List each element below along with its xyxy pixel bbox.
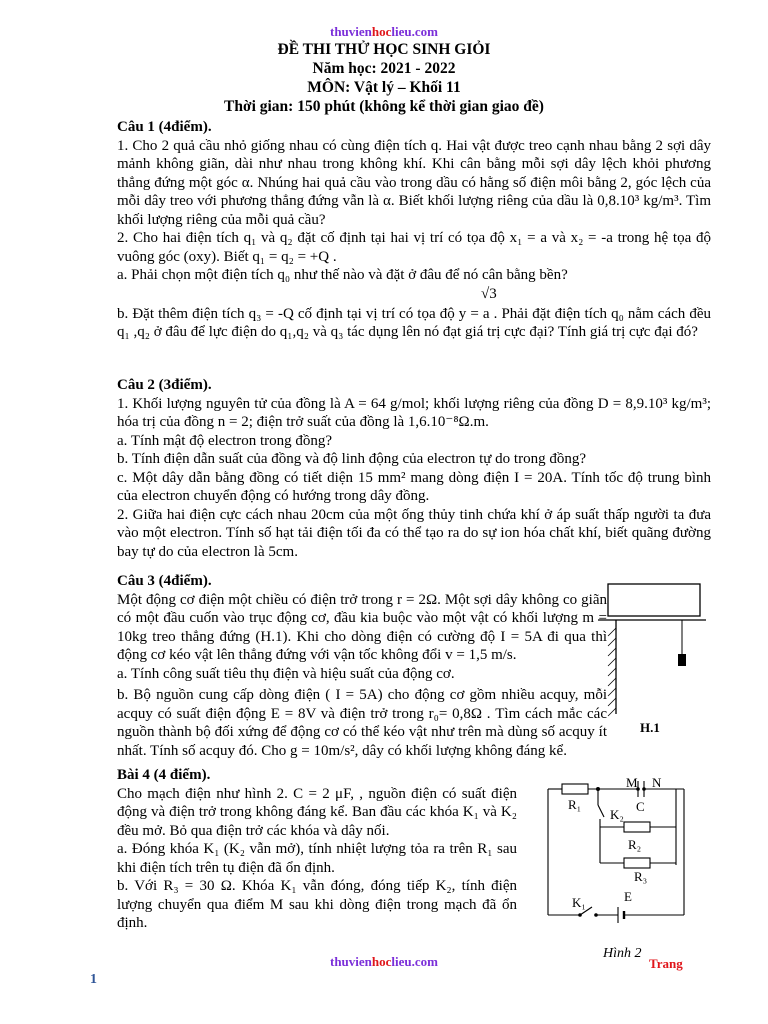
question-3-part-b: b. Bộ nguồn cung cấp dòng điện ( I = 5A) cho động cơ gồm nhiều acquy, mỗi acquy có suất điện động E = 8V và điện trở trong r₀= 0,8Ω . Tìm cách mắc các nguồn thành bộ đối xứng để động cơ có thể kéo vật như trên mà dùng số acquy ít nhất. Tính số acquy đó. Cho g = 10m/s², dây có khối lượng không đáng kể. <box>117 687 607 759</box>
site-watermark-bottom[interactable]: thuvienhoclieu.com <box>330 954 438 969</box>
school-year: Năm học: 2021 - 2022 <box>312 60 456 77</box>
sqrt3-symbol: √3 <box>481 285 497 302</box>
question-1-part-1: 1. Cho 2 quả cầu nhỏ giống nhau có cùng điện tích q. Hai vật được treo cạnh nhau bằng 2 sợi dây mảnh không giãn, dài như nhau trong không khí. Khi cân bằng mỗi sợi dây lệch khỏi phương thẳng đứng một góc α. Nhúng hai quả cầu vào trong dầu có hằng số điện môi bằng 2, góc lệch của mỗi dây treo với phương thẳng đứng vẫn là α. Biết khối lượng riêng của dầu là 0,8.10³ kg/m³. Tìm khối lượng riêng của mỗi quả cầu? <box>117 137 711 228</box>
circuit-figure-2 <box>540 775 700 935</box>
label-N: N <box>652 775 662 790</box>
label-K2: K₂ <box>610 807 624 822</box>
label-E: E <box>624 889 632 904</box>
question-2-part-1: 1. Khối lượng nguyên tử của đồng là A = 64 g/mol; khối lượng riêng của đồng D = 8,9.10³ kg/m³; hóa trị của đồng n = 2; điện trở suất của đồng là 1,6.10⁻⁸Ω.m. <box>117 395 711 430</box>
question-1-part-2b: b. Đặt thêm điện tích q₃ = -Q cố định tại vị trí có tọa độ y = a . Phải đặt điện tích q₀ nằm cách đều q₁ ,q₂ ở đâu để lực điện do q₁,q₂ và q₃ tác dụng lên nó đạt giá trị cực đại? Tính giá trị cực đại đó? <box>117 305 711 340</box>
question-3 <box>117 572 607 683</box>
label-K1: K₁ <box>572 895 586 910</box>
label-R3: R₃ <box>634 869 648 884</box>
question-2-part-1c: c. Một dây dẫn bằng đồng có tiết diện 15 mm² mang dòng điện I = 20A. Tính tốc độ trung bình của electron chuyển động có hướng trong dây đồng. <box>117 469 711 504</box>
site-watermark-top[interactable]: thuvienhoclieu.com <box>330 24 438 39</box>
figure-h1-label: H.1 <box>640 720 660 735</box>
label-M: M <box>626 775 638 790</box>
label-C: C <box>636 799 645 814</box>
question-4 <box>117 766 517 933</box>
figure-2-caption: Hình 2 <box>603 946 642 961</box>
page-label: Trang <box>649 956 683 971</box>
question-2-part-2: 2. Giữa hai điện cực cách nhau 20cm của một ống thủy tinh chứa khí ở áp suất thấp người ta đưa vào một electron. Tính số hạt tải điện tối đa có thể tạo ra do sự ion hóa chất khí, biết quãng đường bay tự do của electron là 5cm. <box>117 506 711 560</box>
question-3-intro: Một động cơ điện một chiều có điện trở trong r = 2Ω. Một sợi dây không co giãn có một đầu cuốn vào trục động cơ, đầu kia buộc vào một vật có khối lượng m = 10kg treo thẳng đứng (H.1). Khi cho dòng điện có cường độ I = 5A đi qua thì động cơ kéo vật lên thẳng đứng với vận tốc không đổi v = 1,5 m/s. <box>117 591 607 663</box>
label-R1: R₁ <box>568 797 582 812</box>
question-2 <box>117 376 711 561</box>
question-2-part-1b: b. Tính điện dẫn suất của đồng và độ linh động của electron tự do trong đồng? <box>117 451 586 467</box>
question-4-part-a: a. Đóng khóa K₁ (K₂ vẫn mở), tính nhiệt lượng tỏa ra trên R₁ sau khi điện tích trên tụ điện đã ổn định. <box>117 841 517 876</box>
question-1-heading: Câu 1 (4điểm). <box>117 119 212 135</box>
label-R2: R₂ <box>628 837 642 852</box>
question-3-part-a: a. Tính công suất tiêu thụ điện và hiệu suất của động cơ. <box>117 665 455 682</box>
question-1-part-2a: a. Phải chọn một điện tích q₀ như thế nào và đặt ở đâu để nó cân bằng bền? <box>117 267 568 283</box>
exam-duration: Thời gian: 150 phút (không kể thời gian giao đề) <box>224 98 544 115</box>
exam-title: ĐỀ THI THỬ HỌC SINH GIỎI <box>277 41 491 58</box>
page-number: 1 <box>90 972 97 987</box>
question-2-heading: Câu 2 (3điểm). <box>117 377 212 393</box>
question-3-heading: Câu 3 (4điểm). <box>117 573 212 589</box>
motor-figure-h1 <box>596 578 708 718</box>
question-1 <box>117 118 711 342</box>
question-4-part-b: b. Với R₃ = 30 Ω. Khóa K₁ vẫn đóng, đóng tiếp K₂, tính điện lượng chuyển qua điểm M sau khi dòng điện trong mạch đã ổn định. <box>117 878 517 931</box>
question-1-part-2: 2. Cho hai điện tích q₁ và q₂ đặt cố định tại hai vị trí có tọa độ x₁ = a và x₂ = -a trong hệ tọa độ vuông góc (oxy). Biết q₁ = q₂ = +Q . <box>117 230 711 265</box>
question-4-intro: Cho mạch điện như hình 2. C = 2 μF, , nguồn điện có suất điện động và điện trở trong không đáng kể. Ban đầu các khóa K₁ và K₂ đều mở. Bỏ qua điện trở các khóa và dây nối. <box>117 785 517 839</box>
question-4-heading: Bài 4 (4 điểm). <box>117 767 211 783</box>
subject: MÔN: Vật lý – Khối 11 <box>307 79 461 96</box>
question-2-part-1a: a. Tính mật độ electron trong đồng? <box>117 432 333 449</box>
